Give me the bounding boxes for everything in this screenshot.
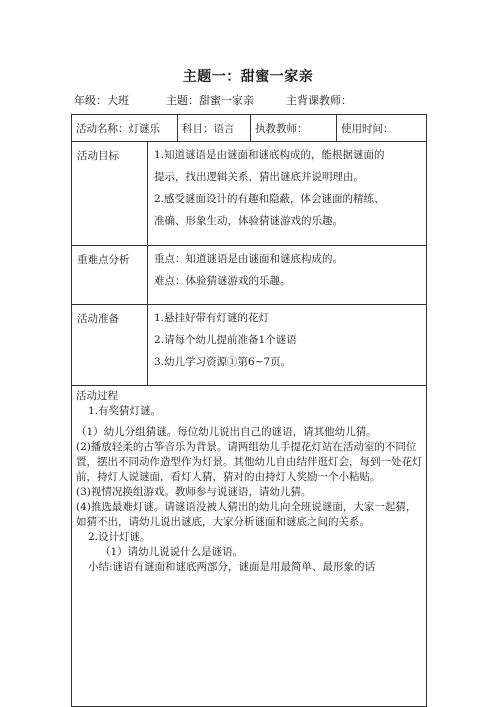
process-paragraph: (4)推选最难灯谜。请谜语没被人猜出的幼儿向全班说谜面，大家一起猜，如猜不出，请幼儿说出谜底，大家分析谜面和谜底之间的关系。 <box>76 501 417 528</box>
process-paragraph: (3)视情况换组游戏。教师参与说谜语，请幼儿猜。 <box>76 486 312 498</box>
process-step: 2.设计灯谜。 <box>88 531 151 543</box>
goals-row <box>72 142 427 246</box>
goal-line: 2.感受谜面设计的有趣和隐蔽，体会谜面的精练、 <box>154 193 385 205</box>
meta-line <box>74 92 426 108</box>
time-cell: 使用时间： <box>337 115 427 142</box>
teacher-text: 主背课教师： <box>286 94 352 107</box>
preparation-line: 1.悬挂好带有灯谜的花灯 <box>154 312 270 324</box>
goal-line: 准确、形象生动，体验猜谜游戏的乐趣。 <box>154 215 343 227</box>
process-paragraph: (2)播放轻柔的古筝音乐为背景。请两组幼儿手提花灯站在活动室的不同位置，摆出不同动作造型作为灯景。其他幼儿自由结伴逛灯会，每到一处花灯前，持灯人说谜面，看灯人猜，猜对的由持灯人奖励一个小粘贴。 <box>76 441 423 483</box>
lesson-plan-table <box>71 114 427 707</box>
theme-text: 主题：甜蜜一家亲 <box>166 94 254 107</box>
process-content <box>72 386 427 707</box>
preparation-line: 3.幼儿学习资源①第6~7页。 <box>154 356 292 368</box>
process-label: 活动过程 <box>76 390 118 402</box>
document-title: 主题一：甜蜜一家亲 <box>182 69 314 85</box>
key-point-line: 难点：体验猜谜游戏的乐趣。 <box>154 275 291 287</box>
preparation-row <box>72 305 427 386</box>
key-points-row <box>72 246 427 305</box>
goals-content <box>148 142 427 246</box>
process-row <box>72 386 427 707</box>
process-summary: 小结:谜语有谜面和谜底两部分，谜面是用最简单、最形象的话 <box>88 561 376 573</box>
process-paragraph: （1）幼儿分组猜谜。每位幼儿说出自己的谜语，请其他幼儿猜。 <box>76 426 377 438</box>
subject-cell: 科目：语言 <box>178 115 251 142</box>
grade-text: 年级：大班 <box>74 94 129 107</box>
key-point-line: 重点：知道谜语是由谜面和谜底构成的。 <box>154 253 343 265</box>
key-points-content <box>148 246 427 305</box>
goal-line: 1.知道谜语是由谜面和谜底构成的，能根据谜面的 <box>154 149 385 161</box>
preparation-label: 活动准备 <box>72 305 148 386</box>
process-step: 1.有奖猜灯谜。 <box>88 405 162 417</box>
header-row <box>72 115 427 142</box>
key-points-label: 重难点分析 <box>72 246 148 305</box>
preparation-line: 2.请每个幼儿提前准备1个谜语 <box>154 334 297 346</box>
activity-name-cell: 活动名称：灯谜乐 <box>72 115 178 142</box>
preparation-content <box>148 305 427 386</box>
goal-line: 提示，找出逻辑关系，猜出谜底并说明理由。 <box>154 171 364 183</box>
goals-label: 活动目标 <box>72 142 148 246</box>
exec-teacher-cell: 执教教师： <box>251 115 337 142</box>
process-paragraph: （1）请幼儿说说什么是谜语。 <box>100 546 244 558</box>
